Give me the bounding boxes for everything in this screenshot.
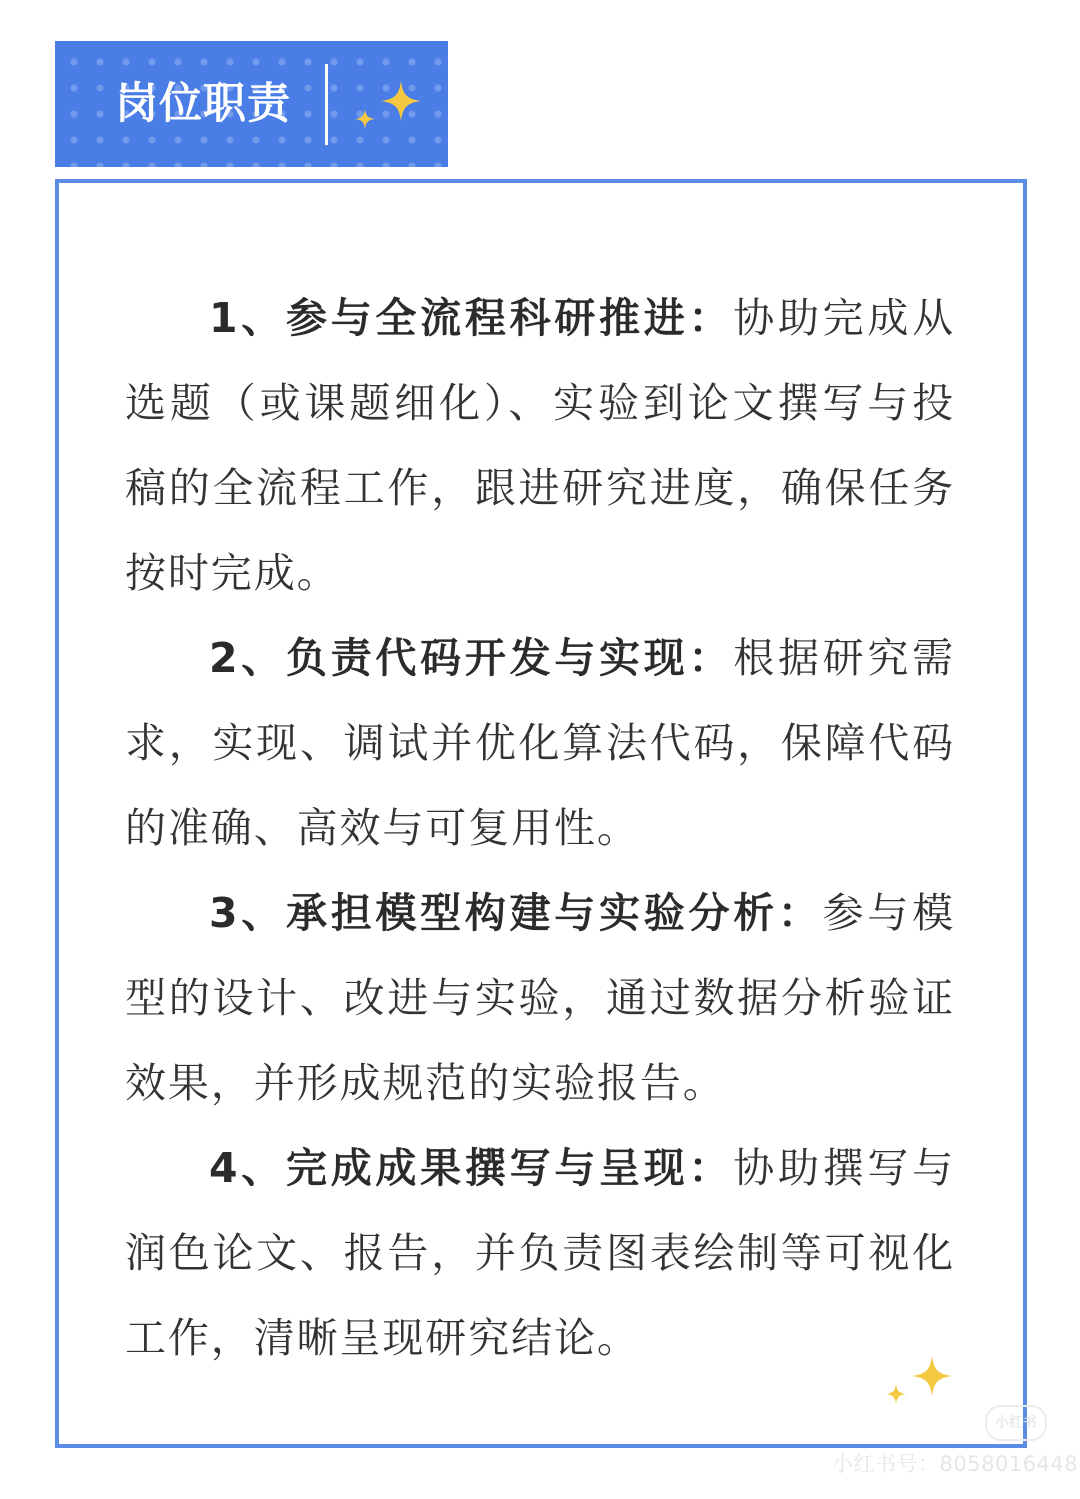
item-heading: 4、完成成果撰写与呈现：	[209, 1144, 734, 1192]
item-number: 1	[209, 294, 240, 342]
item-title: 负责代码开发与实现：	[285, 634, 734, 682]
sparkle-icon	[880, 1352, 960, 1412]
item-body: 参与模型的设计、改进与实验，通过数据分析验证效果，并形成规范的实验报告。	[125, 889, 955, 1107]
watermark-id: 小红书号：8058016448	[832, 1452, 1079, 1476]
responsibility-list	[125, 276, 955, 1381]
section-title: 岗位职责	[115, 79, 291, 129]
responsibility-item	[125, 871, 955, 1126]
item-heading: 1、参与全流程科研推进：	[209, 294, 734, 342]
item-title: 承担模型构建与实验分析：	[285, 889, 823, 937]
item-body: 协助完成从选题（或课题细化）、实验到论文撰写与投稿的全流程工作，跟进研究进度，确保任务按时完成。	[125, 294, 956, 597]
sparkle-icon	[347, 77, 427, 137]
item-title: 完成成果撰写与呈现：	[285, 1144, 734, 1192]
responsibility-item	[125, 616, 955, 871]
item-heading: 2、负责代码开发与实现：	[209, 634, 734, 682]
item-number: 4	[209, 1144, 240, 1192]
section-header	[55, 41, 448, 167]
item-body: 协助撰写与润色论文、报告，并负责图表绘制等可视化工作，清晰呈现研究结论。	[125, 1144, 956, 1362]
item-body: 根据研究需求，实现、调试并优化算法代码，保障代码的准确、高效与可复用性。	[125, 634, 956, 852]
watermark-logo: 小红书	[985, 1405, 1047, 1441]
item-title: 参与全流程科研推进：	[285, 294, 734, 342]
item-number: 2	[209, 634, 240, 682]
item-number: 3	[209, 889, 240, 937]
responsibility-item	[125, 276, 955, 616]
responsibility-item	[125, 1126, 955, 1381]
header-divider	[325, 64, 328, 145]
item-heading: 3、承担模型构建与实验分析：	[209, 889, 823, 937]
